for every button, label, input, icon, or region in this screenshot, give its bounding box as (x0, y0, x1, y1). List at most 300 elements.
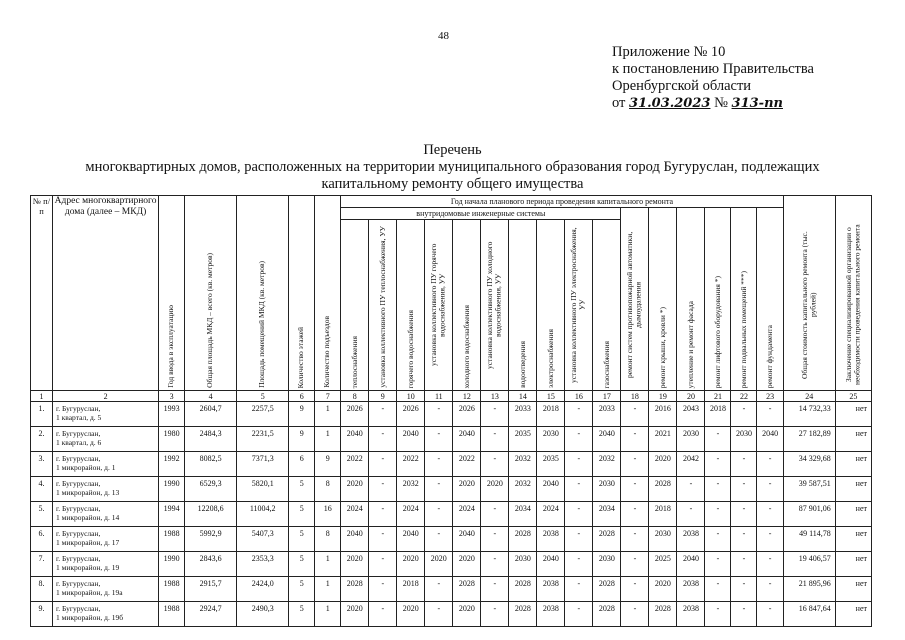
row-cell-col-5: 2231,5 (237, 427, 289, 452)
row-cell-col-17: 2028 (593, 602, 621, 627)
row-cell-col-6: 5 (289, 502, 315, 527)
address-city: г. Бугуруслан, (56, 404, 101, 413)
row-cell-col-25: нет (835, 552, 871, 577)
row-cell-col-8: 2020 (341, 552, 369, 577)
row-cell-col-18: - (621, 552, 649, 577)
address-city: г. Бугуруслан, (56, 554, 101, 563)
row-cell-col-18: - (621, 452, 649, 477)
row-cell-col-9: - (369, 427, 397, 452)
row-cell-col-23: - (757, 552, 783, 577)
row-cell-col-4: 2604,7 (185, 402, 237, 427)
column-index-cell: 12 (453, 391, 481, 402)
row-cell-col-4: 2915,7 (185, 577, 237, 602)
column-index-cell: 10 (397, 391, 425, 402)
row-cell-col-24: 27 182,89 (783, 427, 835, 452)
row-cell-col-8: 2026 (341, 402, 369, 427)
header-c23: ремонт фундамента (757, 208, 783, 391)
table-row (31, 552, 872, 577)
row-cell-col-24: 19 406,57 (783, 552, 835, 577)
row-cell-col-20: 2038 (677, 527, 705, 552)
row-cell-col-8: 2022 (341, 452, 369, 477)
row-address (53, 402, 159, 427)
header-entrances: Количество подъездов (315, 196, 341, 391)
row-cell-col-23: - (757, 502, 783, 527)
row-cell-col-14: 2028 (509, 577, 537, 602)
row-cell-col-13: - (481, 527, 509, 552)
row-cell-col-19: 2028 (649, 602, 677, 627)
address-street: 1 микрорайон, д. 19б (56, 613, 124, 622)
row-cell-col-15: 2040 (537, 552, 565, 577)
row-cell-col-22: - (731, 402, 757, 427)
row-address (53, 452, 159, 477)
row-cell-col-21: - (705, 427, 731, 452)
row-cell-col-21: - (705, 527, 731, 552)
row-cell-col-5: 2257,5 (237, 402, 289, 427)
row-cell-col-7: 1 (315, 552, 341, 577)
address-city: г. Бугуруслан, (56, 454, 101, 463)
column-index-cell: 23 (757, 391, 783, 402)
row-cell-col-16: - (565, 452, 593, 477)
column-index-cell: 21 (705, 391, 731, 402)
title-line-2: многоквартирных домов, расположенных на территории муниципального образования город Бугуруслан, подлежащих (85, 159, 820, 175)
address-street: 1 микрорайон, д. 19а (56, 588, 123, 597)
row-cell-col-11: - (425, 452, 453, 477)
row-cell-col-25: нет (835, 452, 871, 477)
row-cell-col-11: - (425, 527, 453, 552)
header-c9: установка коллективного ПУ теплоснабжения, УУ (369, 220, 397, 391)
row-cell-col-24: 14 732,33 (783, 402, 835, 427)
column-index-cell: 15 (537, 391, 565, 402)
row-cell-col-8: 2028 (341, 577, 369, 602)
row-cell-col-24: 49 114,78 (783, 527, 835, 552)
row-cell-col-12: 2020 (453, 602, 481, 627)
header-c22: ремонт подвальных помещений ***) (731, 208, 757, 391)
row-cell-col-8: 2020 (341, 602, 369, 627)
row-cell-col-25: нет (835, 502, 871, 527)
row-number: 3. (31, 452, 53, 477)
row-cell-col-7: 16 (315, 502, 341, 527)
row-cell-col-15: 2035 (537, 452, 565, 477)
row-cell-col-25: нет (835, 402, 871, 427)
row-cell-col-13: - (481, 502, 509, 527)
row-cell-col-13: 2020 (481, 477, 509, 502)
header-floors: Количество этажей (289, 196, 315, 391)
row-cell-col-11: - (425, 502, 453, 527)
row-number: 1. (31, 402, 53, 427)
row-cell-col-10: 2040 (397, 527, 425, 552)
row-cell-col-11: - (425, 427, 453, 452)
address-street: 1 микрорайон, д. 14 (56, 513, 120, 522)
row-cell-col-24: 39 587,51 (783, 477, 835, 502)
row-cell-col-17: 2032 (593, 452, 621, 477)
row-cell-col-17: 2028 (593, 577, 621, 602)
row-cell-col-18: - (621, 477, 649, 502)
table-row (31, 602, 872, 627)
row-cell-col-4: 2843,6 (185, 552, 237, 577)
row-cell-col-6: 5 (289, 527, 315, 552)
row-cell-col-3: 1990 (159, 477, 185, 502)
row-cell-col-10: 2022 (397, 452, 425, 477)
row-cell-col-21: - (705, 477, 731, 502)
row-cell-col-14: 2034 (509, 502, 537, 527)
row-cell-col-16: - (565, 577, 593, 602)
address-street: 1 микрорайон, д. 19 (56, 563, 120, 572)
row-cell-col-17: 2033 (593, 402, 621, 427)
row-cell-col-6: 5 (289, 477, 315, 502)
row-cell-col-6: 5 (289, 577, 315, 602)
row-cell-col-9: - (369, 552, 397, 577)
row-cell-col-22: - (731, 602, 757, 627)
column-index-cell: 4 (185, 391, 237, 402)
row-cell-col-10: 2020 (397, 552, 425, 577)
address-city: г. Бугуруслан, (56, 429, 101, 438)
column-index-cell: 24 (783, 391, 835, 402)
column-index-cell: 16 (565, 391, 593, 402)
row-cell-col-12: 2020 (453, 477, 481, 502)
row-cell-col-10: 2020 (397, 602, 425, 627)
row-cell-col-20: 2038 (677, 577, 705, 602)
row-cell-col-12: 2028 (453, 577, 481, 602)
row-cell-col-11: - (425, 602, 453, 627)
header-period-group: Год начала планового периода проведения капитального ремонта (341, 196, 783, 208)
table-row (31, 427, 872, 452)
row-cell-col-14: 2030 (509, 552, 537, 577)
row-cell-col-19: 2018 (649, 502, 677, 527)
row-cell-col-15: 2024 (537, 502, 565, 527)
row-cell-col-15: 2038 (537, 602, 565, 627)
document-title (0, 142, 905, 193)
row-cell-col-22: - (731, 452, 757, 477)
row-cell-col-14: 2028 (509, 527, 537, 552)
row-cell-col-4: 2924,7 (185, 602, 237, 627)
column-index-cell: 20 (677, 391, 705, 402)
row-cell-col-25: нет (835, 602, 871, 627)
row-cell-col-13: - (481, 402, 509, 427)
row-cell-col-22: - (731, 552, 757, 577)
row-cell-col-20: 2040 (677, 552, 705, 577)
row-address (53, 577, 159, 602)
header-address: Адрес многоквартирного дома (далее – МКД) (53, 196, 159, 391)
row-cell-col-9: - (369, 577, 397, 602)
header-c14: водоотведения (509, 220, 537, 391)
row-cell-col-18: - (621, 602, 649, 627)
row-cell-col-7: 9 (315, 452, 341, 477)
row-cell-col-7: 8 (315, 477, 341, 502)
row-cell-col-17: 2034 (593, 502, 621, 527)
address-street: 1 квартал, д. 6 (56, 438, 102, 447)
row-cell-col-4: 12208,6 (185, 502, 237, 527)
row-cell-col-10: 2040 (397, 427, 425, 452)
row-cell-col-18: - (621, 502, 649, 527)
row-address (53, 427, 159, 452)
row-cell-col-7: 1 (315, 577, 341, 602)
header-year: Год ввода в эксплуатацию (159, 196, 185, 391)
column-index-cell: 3 (159, 391, 185, 402)
row-cell-col-9: - (369, 477, 397, 502)
address-street: 1 квартал, д. 5 (56, 413, 102, 422)
address-city: г. Бугуруслан, (56, 504, 101, 513)
row-cell-col-23: - (757, 452, 783, 477)
column-index-cell: 14 (509, 391, 537, 402)
column-index-cell: 7 (315, 391, 341, 402)
buildings-table (30, 195, 872, 627)
row-number: 5. (31, 502, 53, 527)
row-cell-col-3: 1992 (159, 452, 185, 477)
header-c20: утепление и ремонт фасада (677, 208, 705, 391)
appendix-block (612, 44, 814, 112)
header-utilities-group: внутридомовые инженерные системы (341, 208, 621, 220)
row-cell-col-18: - (621, 577, 649, 602)
row-cell-col-24: 87 901,06 (783, 502, 835, 527)
row-cell-col-8: 2020 (341, 477, 369, 502)
header-c16: установка коллективного ПУ электроснабжения, УУ (565, 220, 593, 391)
page-number: 48 (438, 30, 449, 42)
row-cell-col-21: - (705, 602, 731, 627)
row-cell-col-12: 2040 (453, 427, 481, 452)
row-cell-col-4: 5992,9 (185, 527, 237, 552)
table-row (31, 477, 872, 502)
row-cell-col-8: 2024 (341, 502, 369, 527)
row-cell-col-21: - (705, 552, 731, 577)
row-cell-col-9: - (369, 402, 397, 427)
row-address (53, 477, 159, 502)
row-cell-col-5: 5820,1 (237, 477, 289, 502)
row-cell-col-11: - (425, 477, 453, 502)
row-cell-col-23: - (757, 527, 783, 552)
table-row (31, 577, 872, 602)
row-cell-col-19: 2016 (649, 402, 677, 427)
row-cell-col-11: - (425, 402, 453, 427)
row-address (53, 602, 159, 627)
row-cell-col-16: - (565, 527, 593, 552)
row-cell-col-5: 2490,3 (237, 602, 289, 627)
header-c13: установка коллективного ПУ холодного водоснабжения, УУ (481, 220, 509, 391)
row-cell-col-25: нет (835, 527, 871, 552)
row-cell-col-5: 2353,3 (237, 552, 289, 577)
row-cell-col-3: 1980 (159, 427, 185, 452)
row-cell-col-6: 9 (289, 402, 315, 427)
row-cell-col-3: 1988 (159, 577, 185, 602)
row-number: 4. (31, 477, 53, 502)
row-cell-col-22: - (731, 527, 757, 552)
row-cell-col-18: - (621, 427, 649, 452)
row-cell-col-15: 2018 (537, 402, 565, 427)
row-cell-col-11: - (425, 577, 453, 602)
row-cell-col-22: 2030 (731, 427, 757, 452)
title-line-1: Перечень (423, 142, 482, 158)
address-street: 1 микрорайон, д. 13 (56, 488, 120, 497)
row-cell-col-12: 2022 (453, 452, 481, 477)
column-index-cell: 8 (341, 391, 369, 402)
header-c17: газоснабжения (593, 220, 621, 391)
row-cell-col-13: - (481, 552, 509, 577)
row-cell-col-12: 2040 (453, 527, 481, 552)
row-cell-col-19: 2028 (649, 477, 677, 502)
header-cost: Общая стоимость капитального ремонта (тыс. рублей) (783, 196, 835, 391)
column-index-cell: 17 (593, 391, 621, 402)
row-cell-col-19: 2030 (649, 527, 677, 552)
row-cell-col-9: - (369, 452, 397, 477)
row-cell-col-14: 2028 (509, 602, 537, 627)
row-cell-col-7: 1 (315, 402, 341, 427)
row-cell-col-6: 6 (289, 452, 315, 477)
header-total-area: Общая площадь МКД – всего (кв. метров) (185, 196, 237, 391)
title-line-3: капитальному ремонту общего имущества (321, 176, 584, 192)
row-cell-col-3: 1988 (159, 527, 185, 552)
row-cell-col-16: - (565, 602, 593, 627)
header-conclusion: Заключение специализированной организации о необходимости проведения капитального ремонта (835, 196, 871, 391)
column-index-cell: 2 (53, 391, 159, 402)
row-cell-col-16: - (565, 502, 593, 527)
row-number: 2. (31, 427, 53, 452)
row-cell-col-19: 2025 (649, 552, 677, 577)
row-cell-col-21: - (705, 452, 731, 477)
row-cell-col-19: 2021 (649, 427, 677, 452)
column-index-cell: 5 (237, 391, 289, 402)
row-cell-col-6: 9 (289, 427, 315, 452)
header-c10: горячего водоснабжения (397, 220, 425, 391)
row-cell-col-12: 2026 (453, 402, 481, 427)
row-cell-col-7: 1 (315, 427, 341, 452)
address-city: г. Бугуруслан, (56, 529, 101, 538)
row-cell-col-5: 11004,2 (237, 502, 289, 527)
table-row (31, 527, 872, 552)
row-cell-col-18: - (621, 527, 649, 552)
header-c18: ремонт систем противопожарной автоматики, дымоудаления (621, 208, 649, 391)
column-index-cell: 11 (425, 391, 453, 402)
row-cell-col-16: - (565, 427, 593, 452)
row-address (53, 502, 159, 527)
row-cell-col-16: - (565, 402, 593, 427)
address-street: 1 микрорайон, д. 1 (56, 463, 116, 472)
row-cell-col-25: нет (835, 427, 871, 452)
row-cell-col-6: 5 (289, 602, 315, 627)
column-index-row (31, 391, 872, 402)
column-index-cell: 6 (289, 391, 315, 402)
row-cell-col-13: - (481, 427, 509, 452)
row-cell-col-23: - (757, 477, 783, 502)
row-cell-col-14: 2035 (509, 427, 537, 452)
row-cell-col-20: 2030 (677, 427, 705, 452)
row-cell-col-19: 2020 (649, 577, 677, 602)
row-cell-col-9: - (369, 527, 397, 552)
row-cell-col-25: нет (835, 577, 871, 602)
row-cell-col-4: 2484,3 (185, 427, 237, 452)
appendix-line-1: Приложение № 10 (612, 44, 726, 60)
header-num: № п/п (31, 196, 53, 391)
row-cell-col-20: - (677, 477, 705, 502)
row-cell-col-13: - (481, 452, 509, 477)
appendix-line-3: Оренбургской области (612, 78, 752, 94)
row-cell-col-7: 8 (315, 527, 341, 552)
row-cell-col-7: 1 (315, 602, 341, 627)
row-cell-col-20: 2038 (677, 602, 705, 627)
address-city: г. Бугуруслан, (56, 604, 101, 613)
row-cell-col-23: - (757, 577, 783, 602)
row-cell-col-21: - (705, 502, 731, 527)
header-c12: холодного водоснабжения (453, 220, 481, 391)
header-c11: установка коллективного ПУ горячего водоснабжения, УУ (425, 220, 453, 391)
row-cell-col-10: 2024 (397, 502, 425, 527)
row-cell-col-10: 2026 (397, 402, 425, 427)
row-cell-col-23: - (757, 602, 783, 627)
row-cell-col-22: - (731, 477, 757, 502)
table-row (31, 402, 872, 427)
row-cell-col-3: 1990 (159, 552, 185, 577)
row-cell-col-3: 1994 (159, 502, 185, 527)
row-cell-col-18: - (621, 402, 649, 427)
row-cell-col-20: 2043 (677, 402, 705, 427)
row-cell-col-5: 5407,3 (237, 527, 289, 552)
row-cell-col-8: 2040 (341, 527, 369, 552)
column-index-cell: 18 (621, 391, 649, 402)
header-c19: ремонт крыши, кровли *) (649, 208, 677, 391)
resolution-number: 313-пп (731, 96, 783, 111)
row-cell-col-13: - (481, 577, 509, 602)
row-cell-col-19: 2020 (649, 452, 677, 477)
row-number: 7. (31, 552, 53, 577)
row-cell-col-3: 1988 (159, 602, 185, 627)
row-cell-col-4: 6529,3 (185, 477, 237, 502)
row-cell-col-22: - (731, 577, 757, 602)
appendix-line-2: к постановлению Правительства (612, 61, 814, 77)
row-cell-col-4: 8082,5 (185, 452, 237, 477)
address-city: г. Бугуруслан, (56, 479, 101, 488)
column-index-cell: 13 (481, 391, 509, 402)
row-number: 8. (31, 577, 53, 602)
from-label: от (612, 95, 626, 111)
row-cell-col-12: 2024 (453, 502, 481, 527)
header-c21: ремонт лифтового оборудования *) (705, 208, 731, 391)
row-cell-col-6: 5 (289, 552, 315, 577)
row-cell-col-22: - (731, 502, 757, 527)
row-cell-col-14: 2033 (509, 402, 537, 427)
row-cell-col-5: 7371,3 (237, 452, 289, 477)
row-cell-col-9: - (369, 602, 397, 627)
address-street: 1 микрорайон, д. 17 (56, 538, 120, 547)
row-cell-col-17: 2028 (593, 527, 621, 552)
row-cell-col-24: 21 895,96 (783, 577, 835, 602)
row-cell-col-25: нет (835, 477, 871, 502)
row-cell-col-15: 2040 (537, 477, 565, 502)
row-cell-col-20: 2042 (677, 452, 705, 477)
row-cell-col-21: 2018 (705, 402, 731, 427)
header-c8: теплоснабжения (341, 220, 369, 391)
number-label: № (714, 95, 728, 111)
row-address (53, 552, 159, 577)
row-cell-col-24: 34 329,68 (783, 452, 835, 477)
column-index-cell: 25 (835, 391, 871, 402)
resolution-date: 31.03.2023 (629, 96, 711, 111)
column-index-cell: 1 (31, 391, 53, 402)
row-cell-col-16: - (565, 552, 593, 577)
row-cell-col-17: 2030 (593, 552, 621, 577)
row-cell-col-14: 2032 (509, 477, 537, 502)
header-c15: электроснабжения (537, 220, 565, 391)
header-premises-area: Площадь помещений МКД (кв. метров) (237, 196, 289, 391)
column-index-cell: 9 (369, 391, 397, 402)
row-cell-col-10: 2018 (397, 577, 425, 602)
table-row (31, 452, 872, 477)
row-cell-col-15: 2038 (537, 577, 565, 602)
row-number: 9. (31, 602, 53, 627)
row-cell-col-16: - (565, 477, 593, 502)
row-cell-col-23: - (757, 402, 783, 427)
row-cell-col-20: - (677, 502, 705, 527)
row-cell-col-5: 2424,0 (237, 577, 289, 602)
table-row (31, 502, 872, 527)
row-cell-col-10: 2032 (397, 477, 425, 502)
